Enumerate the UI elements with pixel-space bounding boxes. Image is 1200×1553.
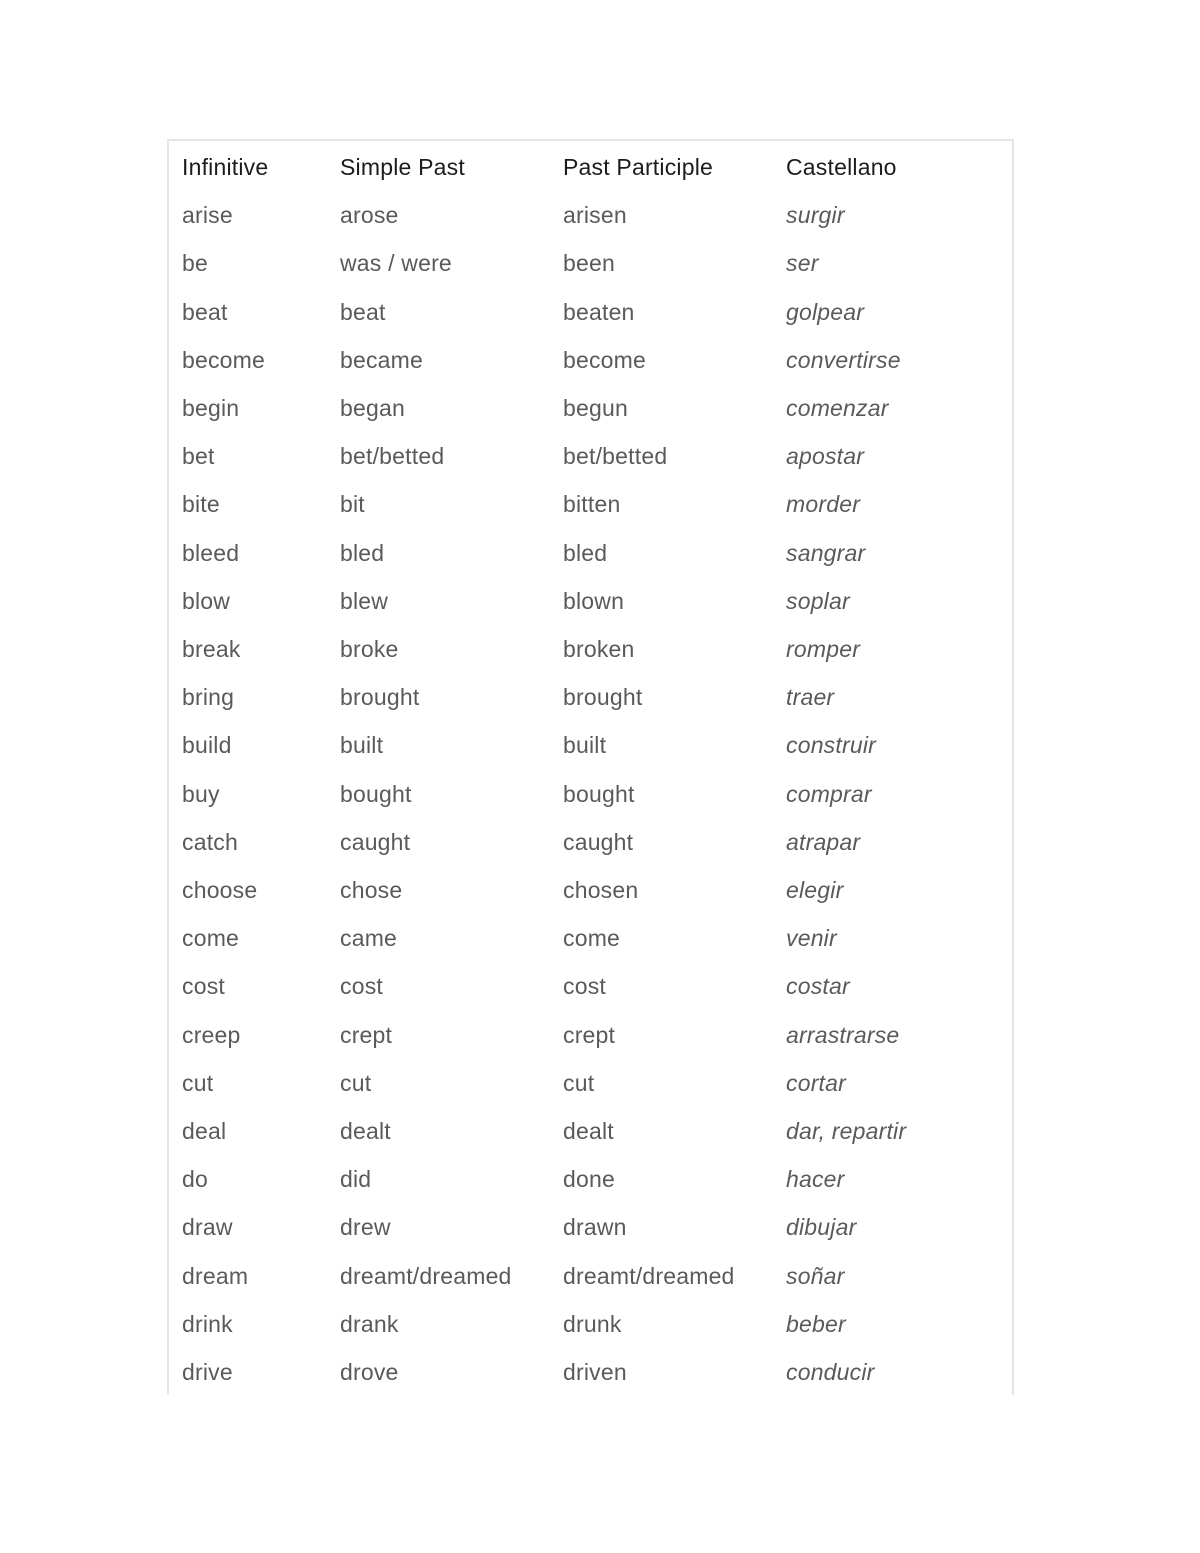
cell-simple-past: bled <box>340 540 385 566</box>
cell-castellano: dar, repartir <box>786 1118 907 1144</box>
cell-infinitive: arise <box>182 202 233 228</box>
cell-infinitive: deal <box>182 1118 227 1144</box>
cell-castellano: dibujar <box>786 1214 857 1240</box>
cell-past-participle: blown <box>563 588 625 614</box>
cell-castellano: morder <box>786 491 861 517</box>
cell-past-participle: dreamt/dreamed <box>563 1263 735 1289</box>
cell-castellano: atrapar <box>786 829 861 855</box>
cell-infinitive: blow <box>182 588 231 614</box>
cell-simple-past: bit <box>340 491 365 517</box>
cell-past-participle: bitten <box>563 491 621 517</box>
cell-simple-past: dreamt/dreamed <box>340 1263 512 1289</box>
cell-castellano: soñar <box>786 1263 845 1289</box>
cell-simple-past: bought <box>340 781 412 807</box>
cell-simple-past: drew <box>340 1214 391 1240</box>
cell-simple-past: built <box>340 732 384 758</box>
cell-past-participle: dealt <box>563 1118 614 1144</box>
cell-castellano: construir <box>786 732 876 758</box>
cell-past-participle: cut <box>563 1070 595 1096</box>
cell-past-participle: become <box>563 347 647 373</box>
column-header-past-participle: Past Participle <box>563 154 714 180</box>
cell-castellano: costar <box>786 973 850 999</box>
cell-castellano: beber <box>786 1311 846 1337</box>
cell-castellano: apostar <box>786 443 865 469</box>
cell-past-participle: brought <box>563 684 643 710</box>
cell-castellano: ser <box>786 250 819 276</box>
column-header-infinitive: Infinitive <box>182 154 269 180</box>
cell-simple-past: began <box>340 395 405 421</box>
cell-castellano: elegir <box>786 877 844 903</box>
cell-simple-past: caught <box>340 829 411 855</box>
cell-simple-past: became <box>340 347 424 373</box>
column-header-simple-past: Simple Past <box>340 154 465 180</box>
cell-past-participle: crept <box>563 1022 616 1048</box>
cell-castellano: romper <box>786 636 861 662</box>
cell-castellano: cortar <box>786 1070 846 1096</box>
cell-castellano: traer <box>786 684 835 710</box>
cell-past-participle: drunk <box>563 1311 622 1337</box>
cell-past-participle: driven <box>563 1359 627 1385</box>
cell-infinitive: bleed <box>182 540 240 566</box>
cell-simple-past: drove <box>340 1359 399 1385</box>
cell-infinitive: cost <box>182 973 225 999</box>
cell-infinitive: draw <box>182 1214 233 1240</box>
cell-infinitive: come <box>182 925 240 951</box>
cell-past-participle: bled <box>563 540 608 566</box>
cell-infinitive: do <box>182 1166 208 1192</box>
cell-infinitive: dream <box>182 1263 249 1289</box>
cell-simple-past: bet/betted <box>340 443 445 469</box>
cell-past-participle: cost <box>563 973 606 999</box>
cell-past-participle: chosen <box>563 877 639 903</box>
cell-castellano: venir <box>786 925 837 951</box>
cell-infinitive: drive <box>182 1359 233 1385</box>
cell-castellano: golpear <box>786 299 865 325</box>
cell-past-participle: drawn <box>563 1214 627 1240</box>
cell-past-participle: bet/betted <box>563 443 668 469</box>
cell-infinitive: cut <box>182 1070 214 1096</box>
cell-past-participle: caught <box>563 829 634 855</box>
cell-infinitive: become <box>182 347 266 373</box>
cell-simple-past: brought <box>340 684 420 710</box>
cell-simple-past: did <box>340 1166 372 1192</box>
cell-infinitive: bet <box>182 443 215 469</box>
cell-past-participle: begun <box>563 395 628 421</box>
cell-simple-past: blew <box>340 588 389 614</box>
cell-past-participle: beaten <box>563 299 635 325</box>
cell-castellano: soplar <box>786 588 850 614</box>
cell-past-participle: built <box>563 732 607 758</box>
cell-infinitive: build <box>182 732 232 758</box>
cell-simple-past: arose <box>340 202 399 228</box>
cell-castellano: sangrar <box>786 540 866 566</box>
cell-simple-past: dealt <box>340 1118 391 1144</box>
cell-simple-past: broke <box>340 636 399 662</box>
cell-past-participle: come <box>563 925 621 951</box>
cell-castellano: comenzar <box>786 395 889 421</box>
cell-simple-past: crept <box>340 1022 393 1048</box>
cell-infinitive: begin <box>182 395 240 421</box>
cell-past-participle: been <box>563 250 615 276</box>
cell-past-participle: arisen <box>563 202 627 228</box>
cell-infinitive: beat <box>182 299 228 325</box>
cell-infinitive: creep <box>182 1022 241 1048</box>
cell-castellano: arrastrarse <box>786 1022 900 1048</box>
verb-table-frame <box>167 139 1014 1395</box>
cell-simple-past: cost <box>340 973 383 999</box>
cell-castellano: surgir <box>786 202 845 228</box>
cell-simple-past: chose <box>340 877 403 903</box>
cell-simple-past: came <box>340 925 398 951</box>
cell-infinitive: buy <box>182 781 220 807</box>
cell-infinitive: choose <box>182 877 258 903</box>
cell-past-participle: bought <box>563 781 635 807</box>
cell-past-participle: done <box>563 1166 615 1192</box>
cell-past-participle: broken <box>563 636 635 662</box>
cell-castellano: comprar <box>786 781 872 807</box>
cell-simple-past: cut <box>340 1070 372 1096</box>
cell-infinitive: break <box>182 636 241 662</box>
cell-castellano: convertirse <box>786 347 901 373</box>
cell-infinitive: catch <box>182 829 238 855</box>
cell-castellano: conducir <box>786 1359 875 1385</box>
cell-simple-past: beat <box>340 299 386 325</box>
cell-simple-past: was / were <box>340 250 452 276</box>
cell-infinitive: bring <box>182 684 235 710</box>
cell-infinitive: bite <box>182 491 220 517</box>
cell-infinitive: be <box>182 250 208 276</box>
cell-simple-past: drank <box>340 1311 399 1337</box>
column-header-castellano: Castellano <box>786 154 897 180</box>
cell-castellano: hacer <box>786 1166 845 1192</box>
cell-infinitive: drink <box>182 1311 233 1337</box>
